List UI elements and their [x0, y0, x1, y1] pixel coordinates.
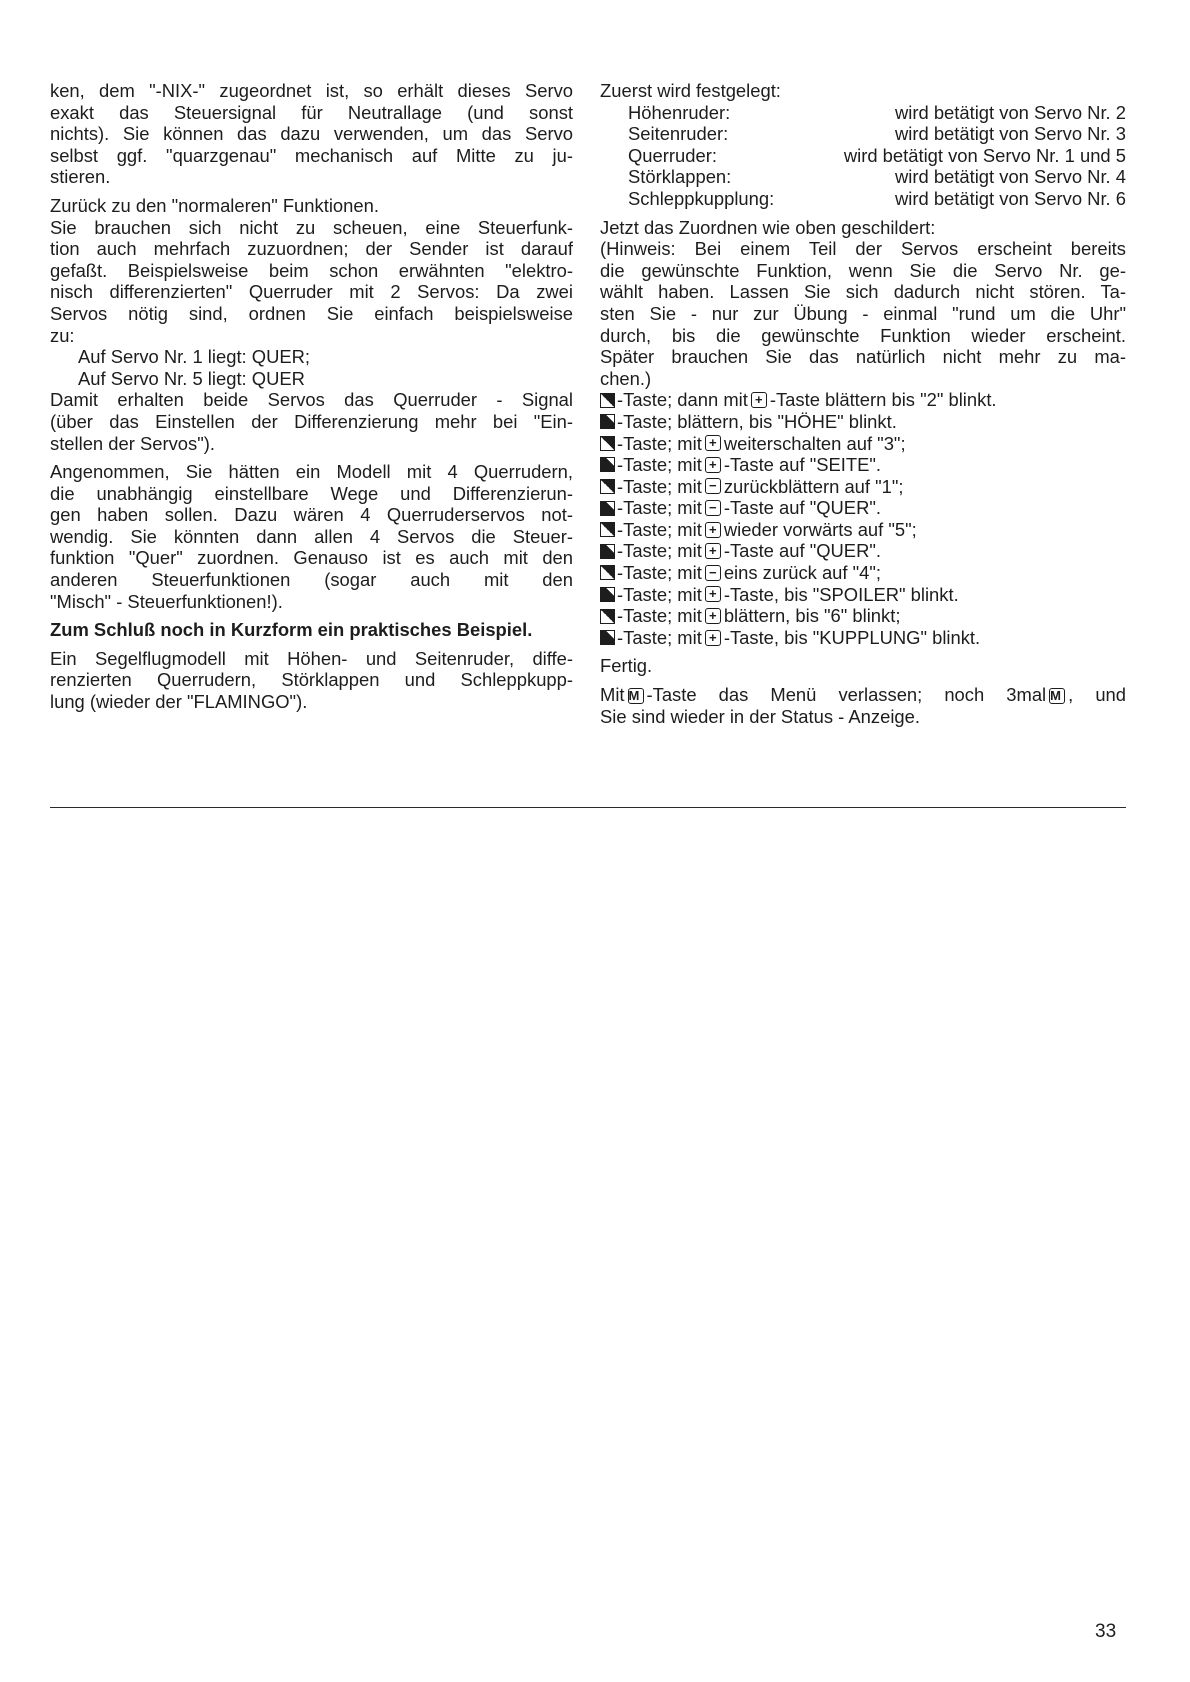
step-text: -Taste; mit [617, 518, 702, 540]
text-line: Ein Segelflugmodell mit Höhen- und Seitenruder, diffe- [50, 647, 573, 669]
fertig-text: Fertig. [600, 655, 653, 677]
paragraph-hinweis [600, 217, 1126, 390]
text-line: selbst ggf. "quarzgenau" mechanisch auf Mitte zu ju- [50, 144, 573, 166]
step-text: -Taste; mit [617, 626, 702, 648]
page-number: 33 [1095, 1621, 1117, 1642]
key-step-row [600, 584, 1126, 606]
paragraph-querruder-signal [50, 389, 573, 454]
left-arrow-key-icon [600, 414, 615, 429]
right-column [600, 80, 1126, 727]
text-line: nisch differenzierten" Querruder mit 2 Servos: Da zwei [50, 281, 573, 303]
servo-assignment-1: Auf Servo Nr. 1 liegt: QUER; [78, 346, 311, 368]
text-fragment: , und [1068, 684, 1126, 706]
step-text: -Taste; mit [617, 475, 702, 497]
text-line: Servos nötig sind, ordnen Sie einfach beispielsweise [50, 302, 573, 324]
text-line: Sie brauchen sich nicht zu scheuen, eine Steuerfunk- [50, 216, 573, 238]
key-step-row [600, 411, 1126, 433]
text-line: Damit erhalten beide Servos das Querruder - Signal [50, 389, 573, 411]
section-heading [50, 619, 573, 641]
step-text: -Taste, bis "KUPPLUNG" blinkt. [723, 626, 981, 648]
step-text: -Taste auf "QUER". [723, 497, 881, 519]
definition-label: Störklappen: [628, 166, 732, 188]
left-arrow-key-icon [600, 457, 615, 472]
servo-assignment-5: Auf Servo Nr. 5 liegt: QUER [78, 367, 305, 389]
definition-label: Höhenruder: [628, 101, 731, 123]
text-line: Sie sind wieder in der Status - Anzeige. [600, 705, 920, 727]
text-line: stieren. [50, 166, 111, 188]
step-text: -Taste; mit [617, 454, 702, 476]
text-line: ken, dem "-NIX-" zugeordnet ist, so erhält dieses Servo [50, 80, 573, 101]
text-line: Angenommen, Sie hätten ein Modell mit 4 Querrudern, [50, 461, 573, 483]
definition-value: wird betätigt von Servo Nr. 6 [894, 187, 1126, 209]
key-step-row [600, 605, 1126, 627]
paragraph-segelflugmodell [50, 648, 573, 713]
text-line: anderen Steuerfunktionen (sogar auch mit den [50, 569, 573, 591]
step-text: -Taste; blättern, bis "HÖHE" blinkt. [617, 410, 897, 432]
horizontal-divider [50, 807, 1126, 808]
menu-key-icon: M [1049, 688, 1065, 704]
plus-key-icon: + [705, 435, 721, 451]
left-arrow-key-icon [600, 587, 615, 602]
plus-key-icon: + [751, 392, 767, 408]
paragraph-fertig [600, 655, 1126, 677]
paragraph-exit-menu [600, 684, 1126, 727]
left-arrow-key-icon [600, 501, 615, 516]
key-step-row [600, 519, 1126, 541]
definition-row [600, 166, 1126, 188]
text-line: zu: [50, 324, 75, 346]
step-text: -Taste; mit [617, 540, 702, 562]
left-column [50, 80, 573, 713]
text-line: Später brauchen Sie das natürlich nicht mehr zu ma- [600, 346, 1126, 368]
definition-row [600, 123, 1126, 145]
step-text: -Taste; mit [617, 605, 702, 627]
plus-key-icon: + [705, 586, 721, 602]
text-fragment: -Taste das Menü verlassen; noch 3mal [646, 684, 1047, 706]
right-arrow-key-icon [600, 479, 615, 494]
text-line: "Misch" - Steuerfunktionen!). [50, 590, 283, 612]
step-text: -Taste; mit [617, 562, 702, 584]
definition-value: wird betätigt von Servo Nr. 2 [894, 101, 1126, 123]
text-line: nichts). Sie können das dazu verwenden, um das Servo [50, 123, 573, 145]
key-step-row [600, 497, 1126, 519]
definition-label: Seitenruder: [628, 123, 729, 145]
text-line [600, 684, 1126, 706]
definition-row [600, 188, 1126, 210]
text-line: die unabhängig einstellbare Wege und Differenzierun- [50, 482, 573, 504]
step-text: -Taste, bis "SPOILER" blinkt. [723, 583, 959, 605]
text-line: (über das Einstellen der Differenzierung mehr bei "Ein- [50, 410, 573, 432]
left-arrow-key-icon [600, 630, 615, 645]
step-text: -Taste; mit [617, 583, 702, 605]
plus-key-icon: + [705, 457, 721, 473]
text-line: gefaßt. Beispielsweise beim schon erwähnten "elektro- [50, 259, 573, 281]
text-line: exakt das Steuersignal für Neutrallage (und sonst [50, 101, 573, 123]
step-text: -Taste; dann mit [617, 389, 748, 411]
plus-key-icon: + [705, 543, 721, 559]
step-text: -Taste; mit [617, 432, 702, 454]
text-line: Zurück zu den "normaleren" Funktionen. [50, 194, 379, 216]
plus-key-icon: + [705, 630, 721, 646]
text-line: sten Sie - nur zur Übung - einmal "rund um die Uhr" [600, 302, 1126, 324]
definition-value: wird betätigt von Servo Nr. 4 [894, 166, 1126, 188]
right-arrow-key-icon [600, 522, 615, 537]
step-text: wieder vorwärts auf "5"; [723, 518, 917, 540]
step-text: -Taste auf "QUER". [723, 540, 881, 562]
definition-value: wird betätigt von Servo Nr. 1 und 5 [843, 144, 1126, 166]
text-line: (Hinweis: Bei einem Teil der Servos erscheint bereits [600, 238, 1126, 260]
text-line: funktion "Quer" zuordnen. Genauso ist es auch mit den [50, 547, 573, 569]
text-line: gen haben sollen. Dazu wären 4 Querruderservos not- [50, 504, 573, 526]
servo-definition-list [600, 102, 1126, 210]
step-text: -Taste blättern bis "2" blinkt. [769, 389, 997, 411]
text-fragment: Mit [600, 684, 625, 706]
step-text: blättern, bis "6" blinkt; [723, 605, 901, 627]
definition-value: wird betätigt von Servo Nr. 3 [894, 123, 1126, 145]
text-line: chen.) [600, 367, 652, 389]
key-step-row [600, 562, 1126, 584]
step-text: weiterschalten auf "3"; [723, 432, 906, 454]
text-line: wählt haben. Lassen Sie sich dadurch nicht stören. Ta- [600, 281, 1126, 303]
text-line: renzierten Querrudern, Störklappen und Schleppkupp- [50, 669, 573, 691]
step-text: -Taste; mit [617, 497, 702, 519]
minus-key-icon: − [705, 478, 721, 494]
key-sequence-steps [600, 389, 1126, 648]
text-line: lung (wieder der "FLAMINGO"). [50, 691, 308, 713]
plus-key-icon: + [705, 608, 721, 624]
step-text: zurückblättern auf "1"; [723, 475, 904, 497]
text-line: Jetzt das Zuordnen wie oben geschildert: [600, 216, 936, 238]
right-arrow-key-icon [600, 393, 615, 408]
key-step-row [600, 389, 1126, 411]
right-arrow-key-icon [600, 609, 615, 624]
text-line: tion auch mehrfach zuzuordnen; der Sender ist darauf [50, 238, 573, 260]
right-arrow-key-icon [600, 436, 615, 451]
key-step-row [600, 476, 1126, 498]
heading-beispiel: Zum Schluß noch in Kurzform ein praktisches Beispiel. [50, 619, 533, 641]
key-step-row [600, 454, 1126, 476]
menu-key-icon: M [628, 688, 644, 704]
minus-key-icon: − [705, 565, 721, 581]
definition-row [600, 145, 1126, 167]
key-step-row [600, 627, 1126, 649]
right-arrow-key-icon [600, 565, 615, 580]
paragraph-vier-querruder [50, 461, 573, 612]
text-line: stellen der Servos"). [50, 432, 215, 454]
definition-row [600, 102, 1126, 124]
plus-key-icon: + [705, 522, 721, 538]
text-line: die gewünschte Funktion, wenn Sie die Servo Nr. ge- [600, 259, 1126, 281]
paragraph-nix [50, 80, 573, 188]
definition-label: Querruder: [628, 144, 717, 166]
text-line: wendig. Sie könnten dann allen 4 Servos die Steuer- [50, 525, 573, 547]
paragraph-mehrfach [50, 195, 573, 389]
text-line: durch, bis die gewünschte Funktion wieder erscheint. [600, 324, 1126, 346]
minus-key-icon: − [705, 500, 721, 516]
key-step-row [600, 540, 1126, 562]
step-text: eins zurück auf "4"; [723, 562, 882, 584]
definition-label: Schleppkupplung: [628, 187, 775, 209]
step-text: -Taste auf "SEITE". [723, 454, 882, 476]
left-arrow-key-icon [600, 544, 615, 559]
intro-text: Zuerst wird festgelegt: [600, 80, 781, 101]
key-step-row [600, 433, 1126, 455]
